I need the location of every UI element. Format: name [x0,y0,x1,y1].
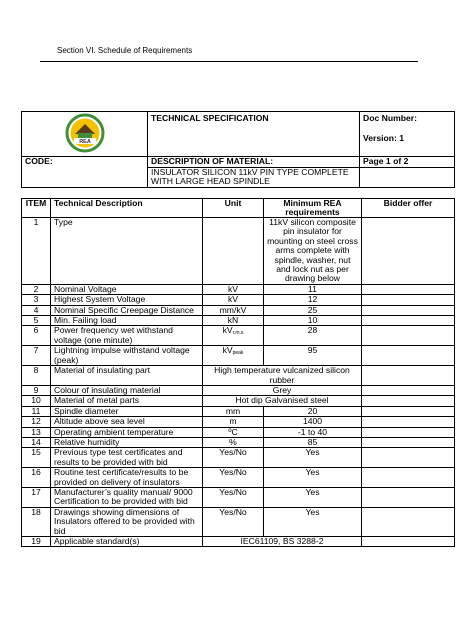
minimum-requirement: 25 [264,305,362,315]
doc-number-label: Doc Number: [363,113,417,123]
doc-number-cell [360,112,455,157]
table-row [22,537,455,547]
unit: Yes/No [203,507,264,536]
page-blank-cell [360,167,455,187]
unit: m [203,417,264,427]
item-number: 9 [22,385,51,395]
bidder-offer [362,385,455,395]
table-row [22,326,455,346]
technical-description: Material of insulating part [51,366,203,386]
technical-description: Applicable standard(s) [51,537,203,547]
version-label: Version: 1 [363,132,405,143]
unit-cell [203,346,264,366]
minimum-requirement: 11 [264,284,362,294]
bidder-offer [362,468,455,488]
unit: mm [203,406,264,416]
bidder-offer [362,537,455,547]
table-row [22,316,455,326]
item-number: 12 [22,417,51,427]
code-label: CODE: [22,157,148,168]
bidder-offer [362,396,455,406]
table-row [22,305,455,315]
technical-description: Min. Failing load [51,316,203,326]
table-row [22,406,455,416]
item-number: 17 [22,487,51,507]
table-row [22,507,455,536]
table-row [22,284,455,294]
unit: kV [203,284,264,294]
minimum-requirement: Yes [264,507,362,536]
minimum-requirement: IEC61109, BS 3288-2 [203,537,362,547]
table-row [22,448,455,468]
item-number: 7 [22,346,51,366]
col-header-bidder-offer: Bidder offer [362,199,455,218]
table-row [22,295,455,305]
tech-spec-title: TECHNICAL SPECIFICATION [151,113,269,123]
technical-description: Colour of insulating material [51,385,203,395]
rea-logo-icon [63,113,107,153]
technical-description: Lightning impulse withstand voltage (peak) [51,346,203,366]
table-row [22,366,455,386]
unit: kV [203,295,264,305]
unit [203,218,264,285]
table-row [22,218,455,285]
item-number: 2 [22,284,51,294]
table-row [22,487,455,507]
bidder-offer [362,284,455,294]
bidder-offer [362,487,455,507]
col-header-description: Technical Description [51,199,203,218]
item-number: 13 [22,427,51,437]
bidder-offer [362,326,455,346]
unit: ºC [203,427,264,437]
technical-description: Drawings showing dimensions of Insulators offered to be provided with bid [51,507,203,536]
col-header-unit: Unit [203,199,264,218]
minimum-requirement: 12 [264,295,362,305]
unit: mm/kV [203,305,264,315]
table-row [22,468,455,488]
minimum-requirement: Yes [264,468,362,488]
document-header-table [21,111,455,188]
technical-description: Altitude above sea level [51,417,203,427]
minimum-requirement: 95 [264,346,362,366]
table-row [22,437,455,447]
technical-description: Spindle diameter [51,406,203,416]
unit-subscript: r.m.s [232,330,244,337]
bidder-offer [362,295,455,305]
bidder-offer [362,346,455,366]
bidder-offer [362,305,455,315]
bidder-offer [362,406,455,416]
table-row [22,427,455,437]
minimum-requirement: High temperature vulcanized silicon rubber [203,366,362,386]
minimum-requirement: 10 [264,316,362,326]
item-number: 5 [22,316,51,326]
minimum-requirement: 11kV silicon composite pin insulator for mounting on steel cross arms complete with spindle, washer, nut and lock nut as per drawing below [264,218,362,285]
bidder-offer [362,448,455,468]
unit: kN [203,316,264,326]
minimum-requirement: Grey [203,385,362,395]
technical-description: Type [51,218,203,285]
minimum-requirement: 20 [264,406,362,416]
minimum-requirement: Yes [264,448,362,468]
logo-cell [22,112,148,157]
item-number: 18 [22,507,51,536]
minimum-requirement: Yes [264,487,362,507]
technical-description: Nominal Voltage [51,284,203,294]
bidder-offer [362,316,455,326]
technical-description: Power frequency wet withstand voltage (one minute) [51,326,203,346]
page-label: Page 1 of 2 [360,157,455,168]
bidder-offer [362,417,455,427]
unit-subscript: peak [232,350,244,357]
description-value: INSULATOR SILICON 11kV PIN TYPE COMPLETE WITH LARGE HEAD SPINDLE [148,167,360,187]
table-row [22,417,455,427]
header-rule [40,61,418,62]
item-number: 11 [22,406,51,416]
section-header: Section VI. Schedule of Requirements [57,46,193,55]
technical-description: Manufacturer’s quality manual/ 9000 Certification to be provided with bid [51,487,203,507]
minimum-requirement: 1400 [264,417,362,427]
item-number: 8 [22,366,51,386]
item-number: 16 [22,468,51,488]
item-number: 6 [22,326,51,346]
table-row [22,385,455,395]
table-row [22,346,455,366]
technical-description: Routine test certificate/results to be provided on delivery of insulators [51,468,203,488]
description-label: DESCRIPTION OF MATERIAL: [148,157,360,168]
col-header-min-requirements: Minimum REA requirements [264,199,362,218]
unit: Yes/No [203,468,264,488]
minimum-requirement: -1 to 40 [264,427,362,437]
table-row [22,396,455,406]
item-number: 10 [22,396,51,406]
item-number: 14 [22,437,51,447]
technical-description: Operating ambient temperature [51,427,203,437]
unit: kV [222,345,233,356]
technical-description: Previous type test certificates and results to be provided with bid [51,448,203,468]
technical-description: Highest System Voltage [51,295,203,305]
technical-description: Relative humidity [51,437,203,447]
bidder-offer [362,437,455,447]
code-value-cell [22,167,148,187]
bidder-offer [362,507,455,536]
item-number: 15 [22,448,51,468]
technical-description: Material of metal parts [51,396,203,406]
unit: Yes/No [203,448,264,468]
bidder-offer [362,366,455,386]
unit-cell [203,326,264,346]
item-number: 19 [22,537,51,547]
item-number: 4 [22,305,51,315]
unit: kV [222,325,233,336]
tech-spec-title-cell [148,112,360,157]
bidder-offer [362,218,455,285]
logo-text: REA [78,138,91,145]
minimum-requirement: Hot dip Galvanised steel [203,396,362,406]
specification-table [21,198,455,547]
minimum-requirement: 28 [264,326,362,346]
technical-description: Nominal Specific Creepage Distance [51,305,203,315]
unit: Yes/No [203,487,264,507]
unit: % [203,437,264,447]
item-number: 1 [22,218,51,285]
item-number: 3 [22,295,51,305]
bidder-offer [362,427,455,437]
col-header-item: ITEM [22,199,51,218]
minimum-requirement: 85 [264,437,362,447]
